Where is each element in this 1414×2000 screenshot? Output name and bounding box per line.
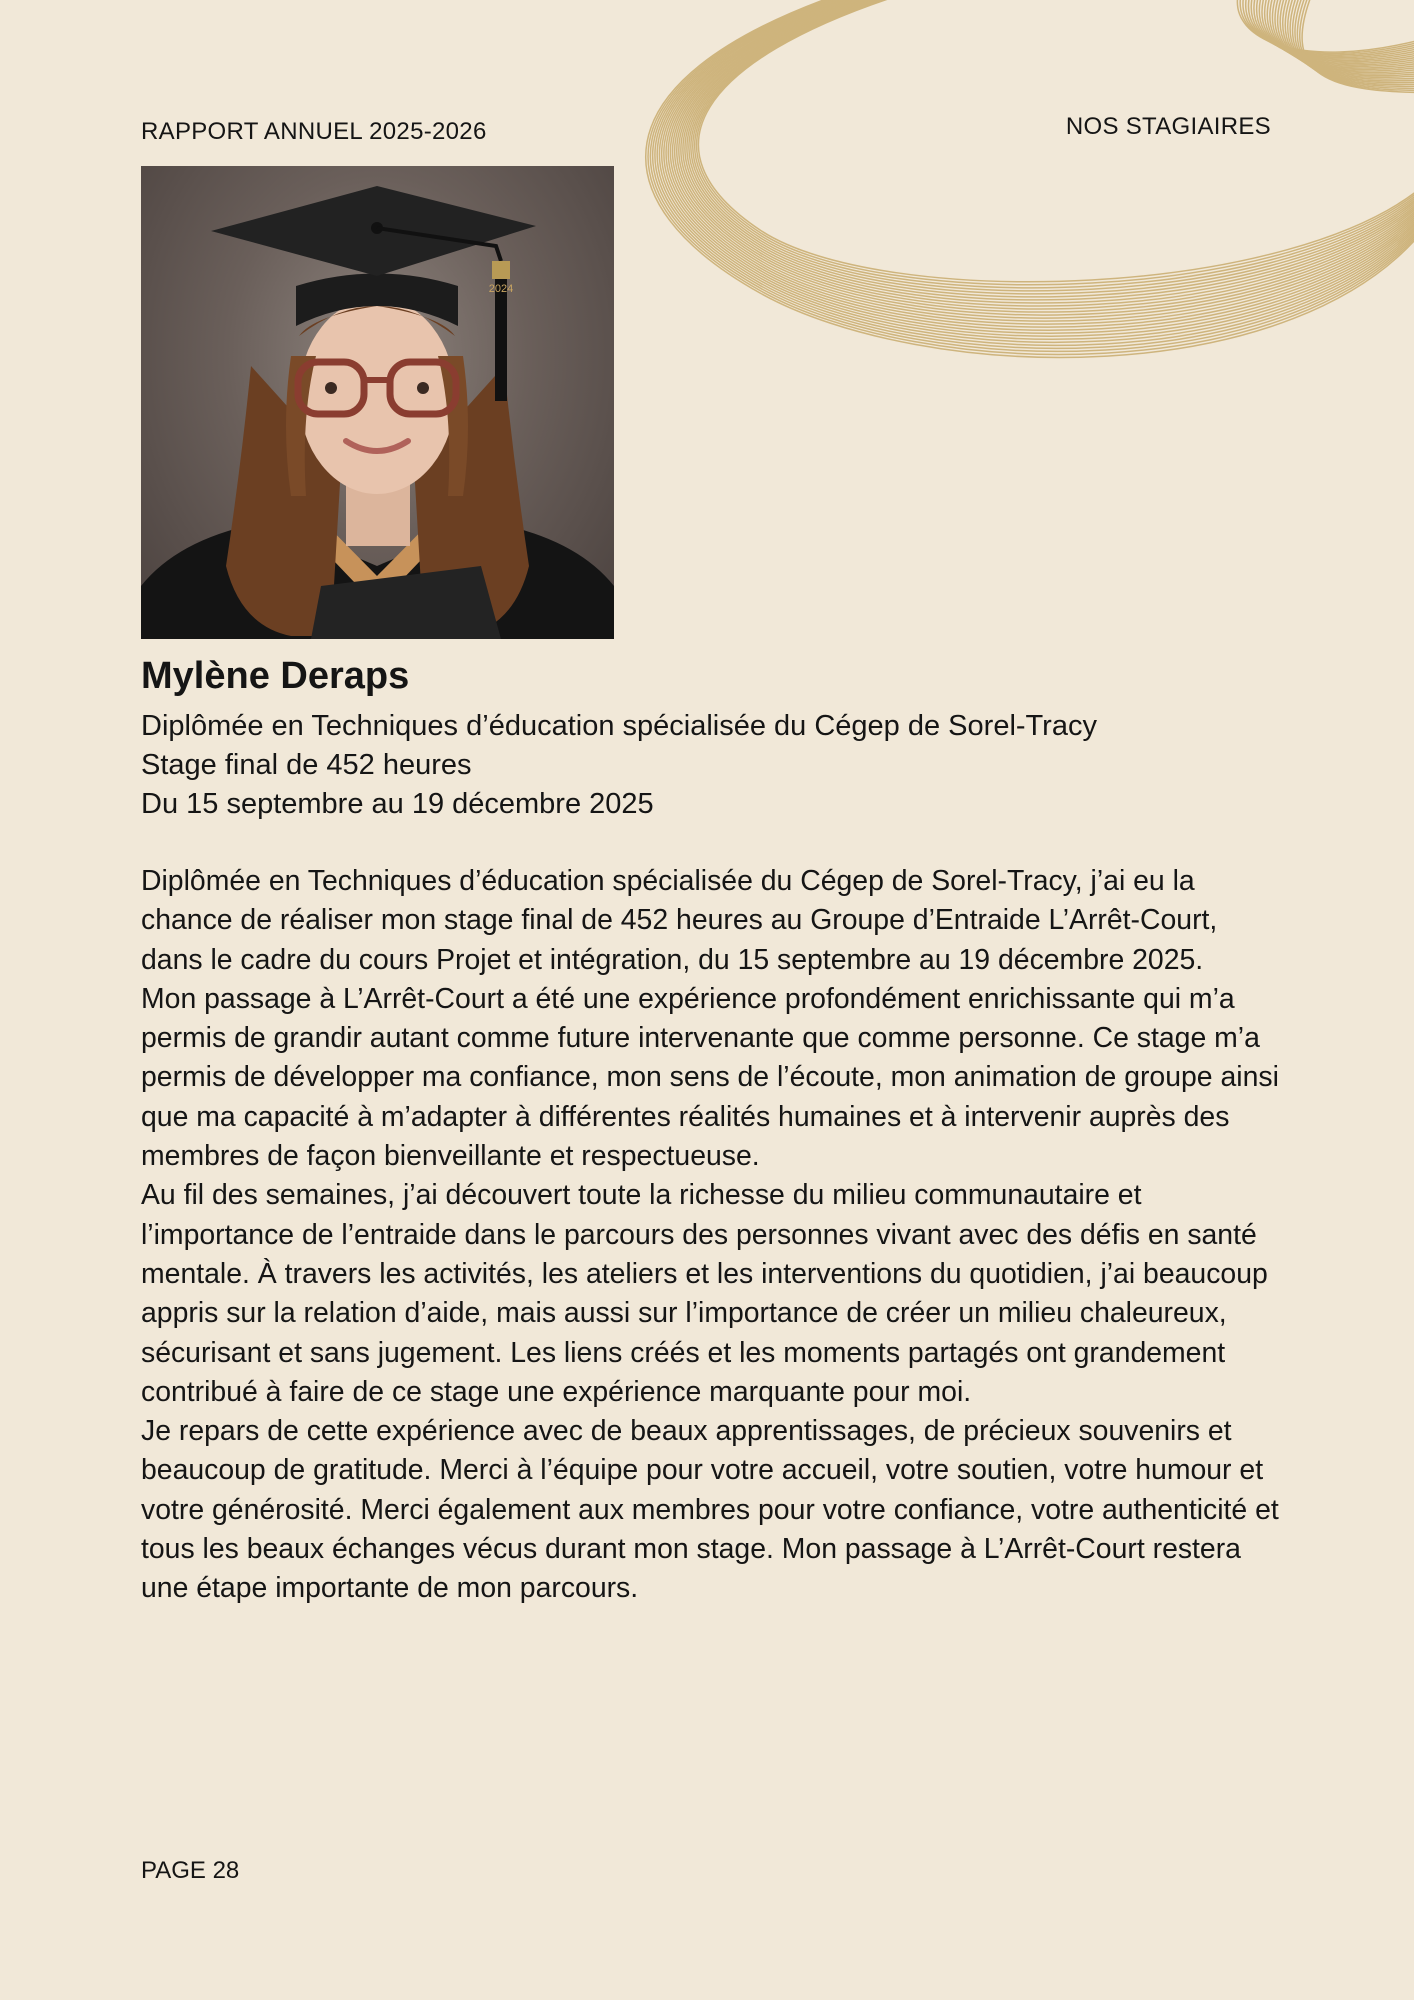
intern-internship-dates: Du 15 septembre au 19 décembre 2025: [141, 788, 654, 820]
intern-diploma: Diplômée en Techniques d’éducation spécialisée du Cégep de Sorel-Tracy: [141, 710, 1097, 742]
page-number: PAGE 28: [141, 1857, 240, 1884]
testimonial-body: [141, 862, 1281, 1609]
section-title: NOS STAGIAIRES: [1065, 113, 1271, 140]
graduate-portrait-photo: [141, 166, 614, 639]
testimonial-paragraph-2: Mon passage à L’Arrêt-Court a été une expérience profondément enrichissante qui m’a permis de grandir autant comme future intervenante que comme personne. Ce stage m’a permis de développer ma confiance, mon sens de l’écoute, mon animation de groupe ainsi que ma capacité à m’adapter à différentes réalités humaines et à intervenir auprès des membres de façon bienveillante et respectueuse.: [141, 982, 1279, 1173]
intern-name: Mylène Deraps: [141, 655, 410, 697]
testimonial-paragraph-3: Au fil des semaines, j’ai découvert toute la richesse du milieu communautaire et l’importance de l’entraide dans le parcours des personnes vivant avec des défis en santé mentale. À travers les activités, les ateliers et les interventions du quotidien, j’ai beaucoup appris sur la relation d’aide, mais aussi sur l’importance de créer un milieu chaleureux, sécurisant et sans jugement. Les liens créés et les moments partagés ont grandement contribué à faire de ce stage une expérience marquante pour moi.: [141, 1179, 1268, 1408]
report-title: RAPPORT ANNUEL 2025-2026: [141, 118, 487, 145]
testimonial-paragraph-4: Je repars de cette expérience avec de beaux apprentissages, de précieux souvenirs et beaucoup de gratitude. Merci à l’équipe pour votre accueil, votre soutien, votre humour et votre générosité. Merci également aux membres pour votre confiance, votre authenticité et tous les beaux échanges vécus durant mon stage. Mon passage à L’Arrêt-Court restera une étape importante de mon parcours.: [141, 1415, 1279, 1605]
testimonial-paragraph-1: Diplômée en Techniques d’éducation spécialisée du Cégep de Sorel-Tracy, j’ai eu la chance de réaliser mon stage final de 452 heures au Groupe d’Entraide L’Arrêt-Court, dans le cadre du cours Projet et intégration, du 15 septembre au 19 décembre 2025.: [141, 865, 1218, 976]
tassel-year-charm: 2024: [488, 283, 514, 295]
intern-internship-hours: Stage final de 452 heures: [141, 749, 472, 781]
intern-details: [141, 707, 1097, 824]
